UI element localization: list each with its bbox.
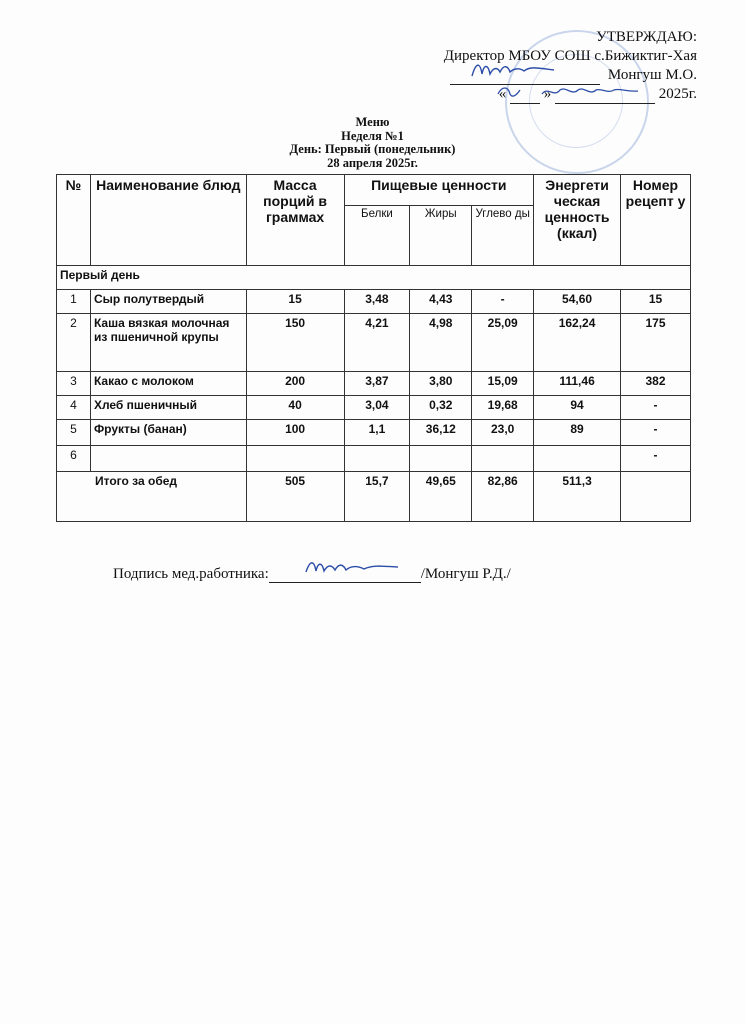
cell-carbs: 23,0 [472, 420, 534, 446]
header-no: № [57, 175, 91, 266]
cell-carbs: 19,68 [472, 396, 534, 420]
approval-title: УТВЕРЖДАЮ: [596, 29, 697, 45]
cell-proteins: 4,21 [344, 314, 410, 372]
header-nutrients: Пищевые ценности [344, 175, 534, 206]
cell-proteins: 1,1 [344, 420, 410, 446]
total-row [57, 472, 691, 522]
header-recipe: Номер рецепт у [621, 175, 691, 266]
menu-title: Меню [355, 115, 390, 129]
cell-mass [246, 446, 344, 472]
director-signature [468, 58, 558, 82]
header-fats: Жиры [410, 206, 472, 266]
cell-fats: 36,12 [410, 420, 472, 446]
section-label: Первый день [57, 266, 691, 290]
cell-energy: 162,24 [534, 314, 621, 372]
cell-recipe: - [621, 420, 691, 446]
cell-carbs: 25,09 [472, 314, 534, 372]
cell-energy: 111,46 [534, 372, 621, 396]
cell-recipe: - [621, 396, 691, 420]
cell-fats: 3,80 [410, 372, 472, 396]
total-recipe [621, 472, 691, 522]
cell-energy: 89 [534, 420, 621, 446]
cell-mass: 15 [246, 290, 344, 314]
cell-no: 6 [57, 446, 91, 472]
menu-day: День: Первый (понедельник) [289, 142, 456, 156]
total-energy: 511,3 [534, 472, 621, 522]
cell-no: 5 [57, 420, 91, 446]
cell-proteins [344, 446, 410, 472]
cell-energy [534, 446, 621, 472]
medical-signature-label: Подпись мед.работника: [113, 566, 269, 582]
cell-energy: 54,60 [534, 290, 621, 314]
medical-worker-name: /Монгуш Р.Д./ [420, 566, 511, 582]
cell-mass: 40 [246, 396, 344, 420]
cell-carbs: - [472, 290, 534, 314]
cell-no: 2 [57, 314, 91, 372]
cell-fats: 4,43 [410, 290, 472, 314]
header-carbs: Углево ды [472, 206, 534, 266]
cell-fats [410, 446, 472, 472]
cell-no: 4 [57, 396, 91, 420]
header-mass: Масса порций в граммах [246, 175, 344, 266]
cell-carbs: 15,09 [472, 372, 534, 396]
cell-energy: 94 [534, 396, 621, 420]
cell-dish: Хлеб пшеничный [90, 396, 246, 420]
cell-dish: Фрукты (банан) [90, 420, 246, 446]
total-carbs: 82,86 [472, 472, 534, 522]
total-mass: 505 [246, 472, 344, 522]
cell-recipe: - [621, 446, 691, 472]
approval-name: Монгуш М.О. [607, 67, 697, 83]
cell-proteins: 3,04 [344, 396, 410, 420]
cell-dish [90, 446, 246, 472]
menu-date: 28 апреля 2025г. [327, 155, 418, 170]
cell-mass: 100 [246, 420, 344, 446]
header-energy: Энергети ческая ценность (ккал) [534, 175, 621, 266]
table-row [57, 420, 691, 446]
cell-recipe: 15 [621, 290, 691, 314]
table-row [57, 446, 691, 472]
cell-dish: Каша вязкая молочная из пшеничной крупы [90, 314, 246, 372]
cell-fats: 4,98 [410, 314, 472, 372]
total-proteins: 15,7 [344, 472, 410, 522]
cell-dish: Сыр полутвердый [90, 290, 246, 314]
table-row [57, 290, 691, 314]
menu-table [56, 174, 691, 522]
total-label: Итого за обед [57, 472, 247, 522]
menu-heading [0, 116, 745, 170]
date-handwriting [496, 82, 646, 102]
cell-proteins: 3,87 [344, 372, 410, 396]
approval-position: Директор МБОУ СОШ с.Бижиктиг-Хая [443, 48, 697, 64]
cell-mass: 150 [246, 314, 344, 372]
cell-carbs [472, 446, 534, 472]
approval-year: 2025г. [658, 86, 697, 102]
cell-recipe: 175 [621, 314, 691, 372]
cell-no: 1 [57, 290, 91, 314]
cell-dish: Какао с молоком [90, 372, 246, 396]
cell-fats: 0,32 [410, 396, 472, 420]
table-row [57, 396, 691, 420]
header-proteins: Белки [344, 206, 410, 266]
date-quote-open: « [498, 86, 507, 102]
table-row [57, 314, 691, 372]
cell-no: 3 [57, 372, 91, 396]
header-dish: Наименование блюд [90, 175, 246, 266]
table-row [57, 372, 691, 396]
date-quote-close: » [543, 86, 552, 102]
cell-proteins: 3,48 [344, 290, 410, 314]
menu-week: Неделя №1 [341, 128, 404, 143]
cell-mass: 200 [246, 372, 344, 396]
cell-recipe: 382 [621, 372, 691, 396]
total-fats: 49,65 [410, 472, 472, 522]
medical-signature [302, 556, 402, 578]
